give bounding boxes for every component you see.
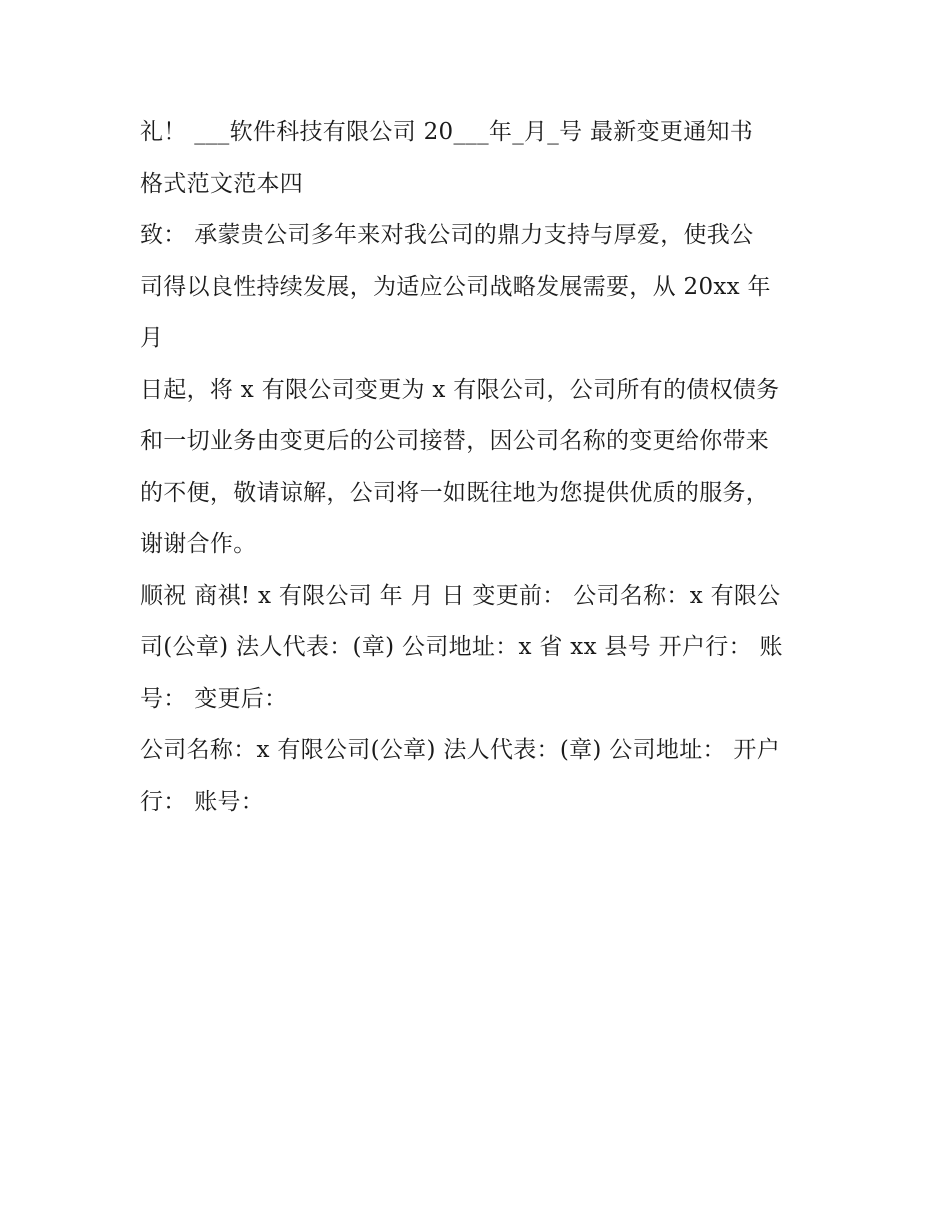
text-line: 行： 账号： xyxy=(140,788,265,815)
text-line: 司(公章) 法人代表：(章) 公司地址：x 省 xx 县号 开户行： 账 xyxy=(140,634,783,660)
text-line: 的不便，敬请谅解，公司将一如既往地为您提供优质的服务， xyxy=(140,479,770,506)
text-line: 顺祝 商祺! x 有限公司 年 月 日 变更前： 公司名称：x 有限公 xyxy=(140,582,781,609)
text-line: 公司名称：x 有限公司(公章) 法人代表：(章) 公司地址： 开户 xyxy=(140,737,781,763)
text-line: 谢谢合作。 xyxy=(140,531,257,557)
text-line: 司得以良性持续发展，为适应公司战略发展需要，从 20xx 年 xyxy=(140,273,771,300)
text-line: 和一切业务由变更后的公司接替，因公司名称的变更给你带来 xyxy=(140,428,770,454)
text-line: 月 xyxy=(140,325,164,351)
text-line: 日起，将 x 有限公司变更为 x 有限公司，公司所有的债权债务 xyxy=(140,376,780,403)
text-line: 礼！ ___软件科技有限公司 20___年_月_号 最新变更通知书 xyxy=(140,119,754,145)
text-line: 号： 变更后： xyxy=(140,685,288,712)
document-body xyxy=(140,107,815,828)
text-line: 致： 承蒙贵公司多年来对我公司的鼎力支持与厚爱，使我公 xyxy=(140,222,754,248)
text-line: 格式范文范本四 xyxy=(140,170,304,197)
